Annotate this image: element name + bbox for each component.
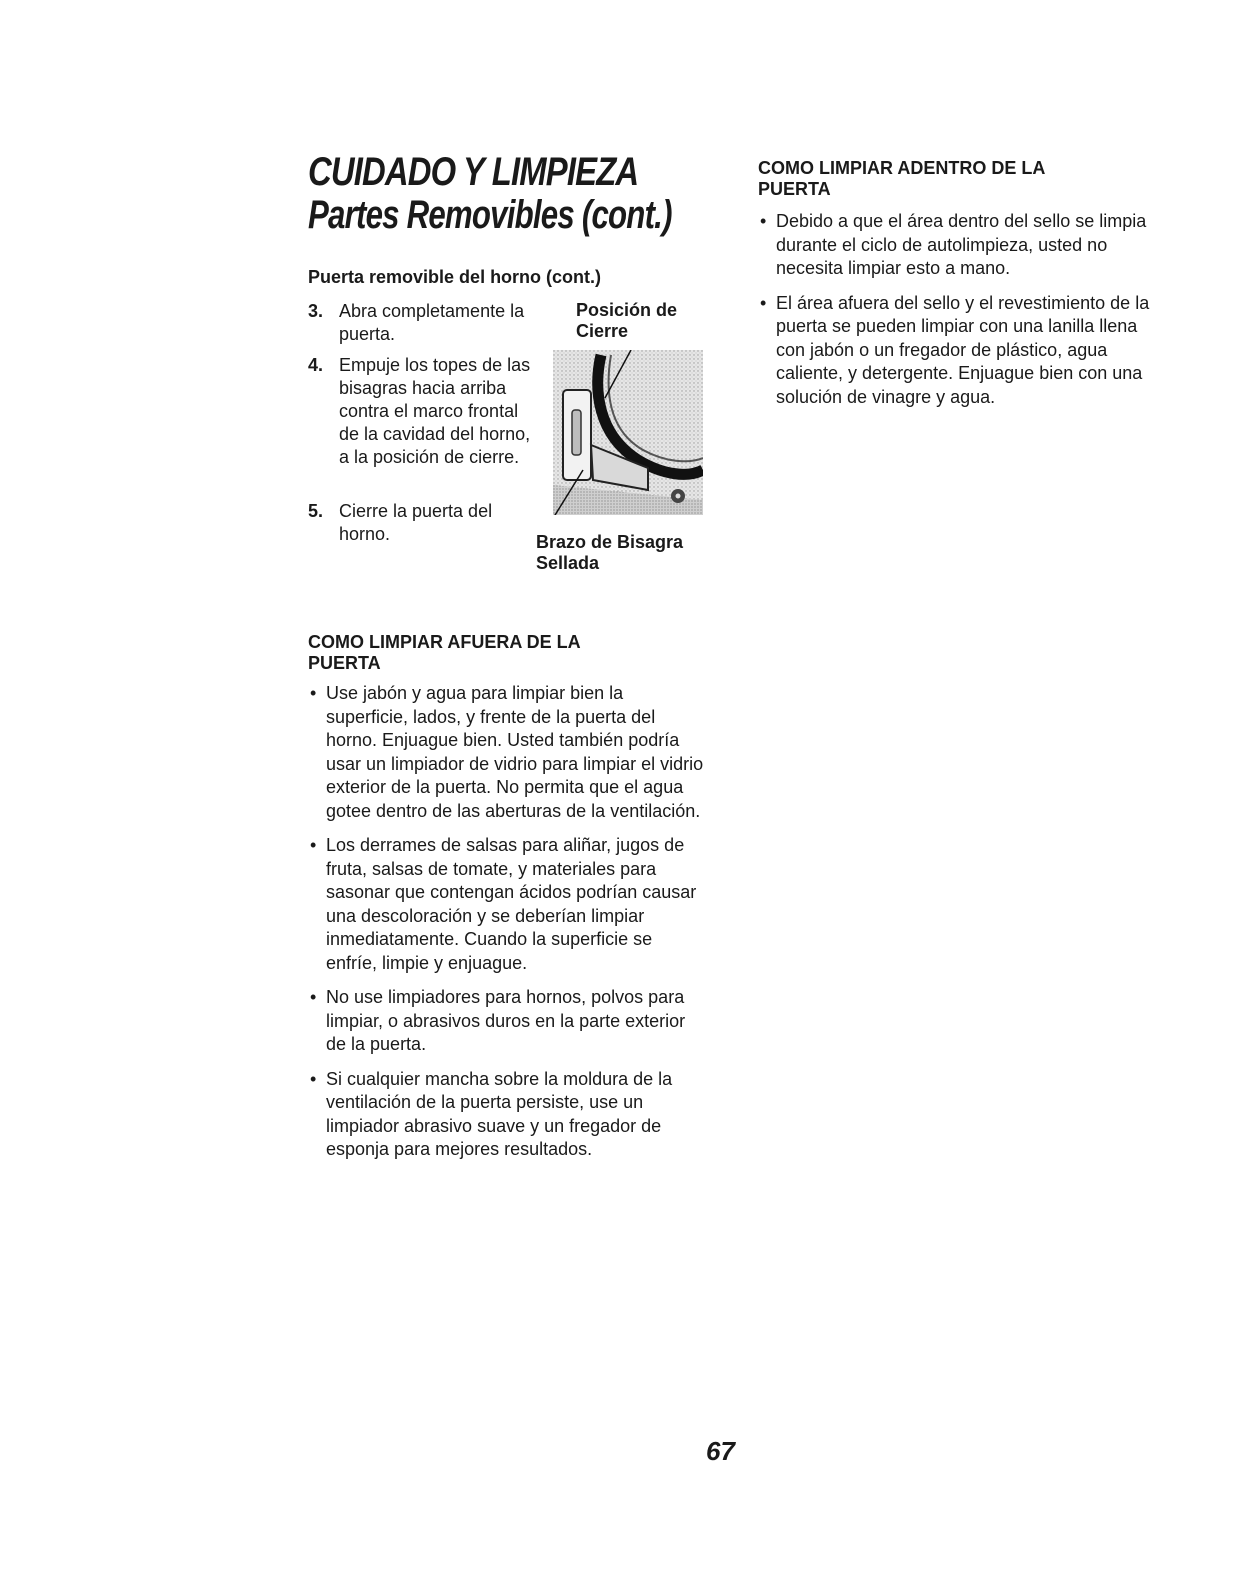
list-item [758, 210, 1158, 281]
outside-door-list [308, 682, 708, 1162]
list-item-text: Si cualquier mancha sobre la moldura de la ventilación de la puerta persiste, use un limpiador abrasivo suave y un fregador de esponja para mejores resultados. [326, 1068, 673, 1159]
list-item [308, 1068, 708, 1162]
page-subtitle: Partes Removibles (cont.) [308, 193, 672, 237]
frame-screw-center [676, 494, 681, 499]
inside-door-heading: COMO LIMPIAR ADENTRO DE LA PUERTA [758, 158, 1045, 199]
step-4 [308, 354, 538, 469]
list-item [758, 292, 1158, 410]
step-3 [308, 300, 543, 346]
list-item [308, 834, 708, 975]
title-main: CUIDADO Y LIMPIEZA [308, 150, 639, 194]
step-text: Abra completamente la puerta. [339, 301, 525, 344]
figure-label-locked-position: Posición de Cierre [576, 300, 678, 341]
step-number: 3. [308, 301, 324, 321]
list-item [308, 986, 708, 1057]
list-item [308, 682, 708, 823]
left-column [308, 150, 708, 1173]
page-subtitle-wrap [308, 194, 708, 236]
outside-door-heading: COMO LIMPIAR AFUERA DE LA PUERTA [308, 632, 580, 673]
door-section-heading: Puerta removible del horno (cont.) [308, 267, 602, 287]
right-column [758, 158, 1158, 420]
list-item-text: Use jabón y agua para limpiar bien la superficie, lados, y frente de la puerta del horno. Enjuague bien. Usted también podría usar un limpiador de vidrio para limpiar el vidrio exterior de la puerta. No permita que el agua gotee dentro de las aberturas de la ventilación. [326, 683, 704, 821]
bullet-icon: • [310, 835, 317, 855]
step-number: 5. [308, 501, 324, 521]
list-item-text: Debido a que el área dentro del sello se limpia durante el ciclo de autolimpieza, usted no necesita limpiar esto a mano. [776, 211, 1147, 278]
step-number: 4. [308, 355, 324, 375]
step-text: Empuje los topes de las bisagras hacia arriba contra el marco frontal de la cavidad del horno, a la posición de cierre. [339, 355, 531, 467]
step-text: Cierre la puerta del horno. [339, 501, 493, 544]
hinge-slot [572, 410, 581, 455]
bullet-icon: • [310, 987, 317, 1007]
figure-label-hinge-arm: Brazo de Bisagra Sellada [536, 532, 684, 573]
list-item-text: El área afuera del sello y el revestimiento de la puerta se pueden limpiar con una lanilla llena con jabón o un fregador de plástico, agua caliente, y detergente. Enjuague bien con una solución de vinagre y agua. [776, 292, 1150, 407]
bullet-icon: • [310, 683, 317, 703]
step-5 [308, 500, 523, 546]
bullet-icon: • [760, 292, 767, 313]
list-item-text: Los derrames de salsas para aliñar, jugos de fruta, salsas de tomate, y materiales para sasonar que contengan ácidos podrían causar una descoloración y se deberían limpiar inmediatamente. Cuando la superficie se enfríe, limpie y enjuague. [326, 835, 697, 973]
bullet-icon: • [310, 1068, 317, 1089]
hinge-illustration [553, 350, 703, 515]
page-title [308, 150, 708, 194]
inside-door-list [758, 210, 1158, 409]
list-item-text: No use limpiadores para hornos, polvos para limpiar, o abrasivos duros en la parte exterior de la puerta. [326, 987, 686, 1054]
bullet-icon: • [760, 211, 767, 231]
page-number: 67 [706, 1436, 735, 1466]
outside-door-section [308, 632, 708, 1162]
steps-area [308, 300, 708, 610]
